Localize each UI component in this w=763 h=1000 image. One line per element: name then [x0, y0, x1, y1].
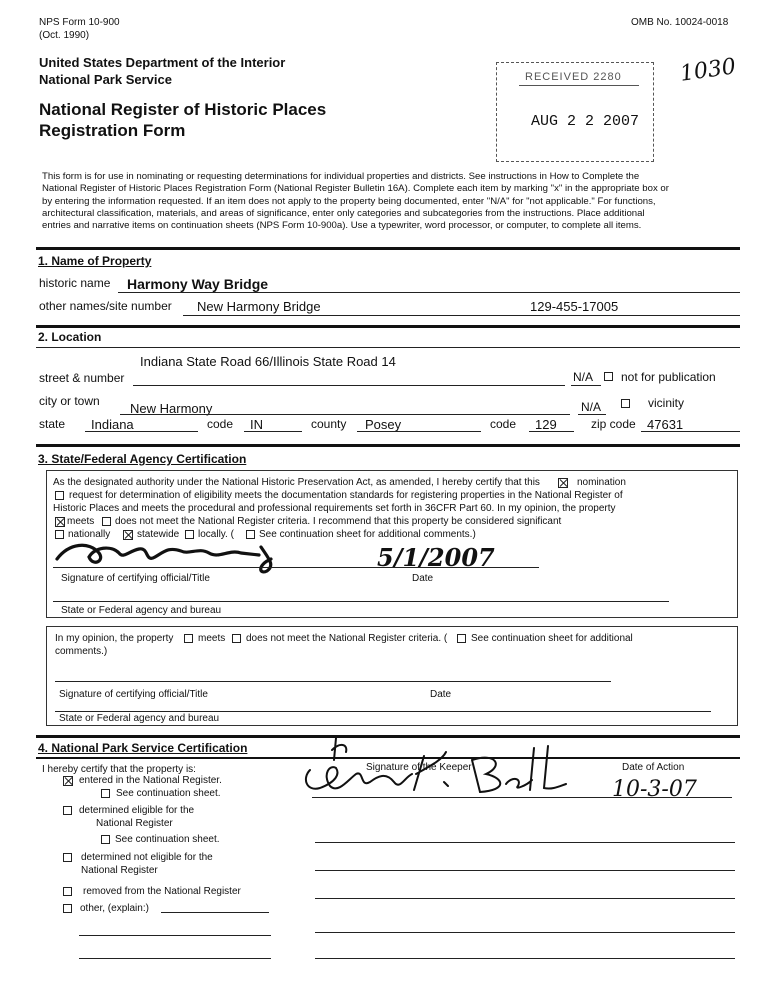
does-not-meet-checkbox[interactable]: [102, 517, 111, 526]
certify-intro: I hereby certify that the property is:: [42, 764, 196, 775]
county-code-label: code: [490, 417, 517, 431]
see-continuation-checkbox-1[interactable]: [101, 789, 110, 798]
date-of-action-label: Date of Action: [622, 762, 685, 773]
stamp-date: AUG 2 2 2007: [531, 113, 640, 130]
zip-value[interactable]: 47631: [647, 417, 684, 432]
not-for-publication-label: not for publication: [621, 370, 716, 384]
state-code-value[interactable]: IN: [250, 417, 263, 432]
statewide-label: statewide: [137, 529, 180, 540]
other-names-value[interactable]: New Harmony Bridge: [197, 299, 321, 314]
date-label: Date: [412, 573, 434, 584]
cert-line3: Historic Places and meets the procedural and professional requirements set forth in 36CFR Part 60. In my opinion, the property: [53, 503, 616, 514]
removed-label: removed from the National Register: [83, 886, 241, 897]
opinion-not-meet-label: does not meet the National Register criteria. (: [246, 633, 448, 644]
opinion-box: [46, 626, 738, 726]
state-certification-box: [46, 470, 738, 618]
opinion-bureau-label: State or Federal agency and bureau: [59, 713, 220, 724]
instructions-line: architectural classification, materials, and areas of significance, enter only categories and subcategories from the instructions. Place additional: [42, 207, 645, 219]
county-code-value[interactable]: 129: [535, 417, 557, 432]
section4-heading: 4. National Park Service Certification: [38, 741, 248, 755]
historic-name-value[interactable]: Harmony Way Bridge: [127, 276, 269, 292]
cert-line2: request for determination of eligibility meets the documentation standards for registering properties in the National Register of: [69, 490, 623, 501]
other-names-label: other names/site number: [39, 299, 172, 313]
determined-not-eligible-checkbox[interactable]: [63, 853, 72, 862]
opinion-line2: comments.): [55, 646, 108, 657]
section1-heading: 1. Name of Property: [38, 254, 152, 268]
county-value[interactable]: Posey: [365, 417, 402, 432]
other-label: other, (explain:): [80, 903, 149, 914]
meets-label: meets: [67, 516, 95, 527]
state-label: state: [39, 417, 66, 431]
historic-name-label: historic name: [39, 276, 111, 290]
stamp-received-text: RECEIVED 2280: [525, 71, 622, 83]
instructions-line: by entering the information requested. If an item does not apply to the property being documented, enter "N/A" for "not applicable." For functions,: [42, 195, 656, 207]
instructions: [42, 171, 669, 232]
opinion-signature-label: Signature of certifying official/Title: [59, 689, 208, 700]
see-continuation-label-1: See continuation sheet.: [116, 788, 221, 799]
street-na[interactable]: N/A: [573, 370, 594, 384]
opinion-see-continuation-checkbox[interactable]: [457, 634, 466, 643]
street-label: street & number: [39, 371, 125, 385]
opinion-date-label: Date: [430, 689, 452, 700]
instructions-line: National Register of Historic Places Registration Form (National Register Bulletin 16A). Complete each item by marking "x" in the appropriate box or: [42, 183, 669, 195]
determined-not-eligible-label-2: National Register: [81, 865, 158, 876]
zip-label: zip code: [591, 417, 636, 431]
state-value[interactable]: Indiana: [91, 417, 134, 432]
nationally-label: nationally: [68, 529, 111, 540]
city-value[interactable]: New Harmony: [130, 401, 213, 416]
bureau-label: State or Federal agency and bureau: [61, 605, 222, 616]
city-label: city or town: [39, 394, 100, 408]
handwritten-number: 1030: [678, 54, 738, 87]
see-continuation-label-2: See continuation sheet.: [115, 834, 220, 845]
entered-label: entered in the National Register.: [79, 775, 222, 786]
received-stamp: [496, 62, 654, 162]
form-title-line1: National Register of Historic Places: [39, 100, 327, 119]
see-continuation-checkbox-2[interactable]: [101, 835, 110, 844]
does-not-meet-label: does not meet the National Register criteria. I recommend that this property be considered significant: [115, 516, 562, 527]
city-na[interactable]: N/A: [581, 400, 602, 414]
state-code-label: code: [207, 417, 234, 431]
street-value[interactable]: Indiana State Road 66/Illinois State Road 14: [140, 354, 396, 369]
section3-heading: 3. State/Federal Agency Certification: [38, 452, 247, 466]
date-of-action-value: 10-3-07: [612, 777, 697, 802]
determined-not-eligible-label: determined not eligible for the: [81, 852, 213, 863]
nomination-label: nomination: [577, 477, 626, 488]
locally-label: locally. (: [198, 529, 234, 540]
form-date: (Oct. 1990): [39, 30, 90, 41]
form-title-line2: Registration Form: [39, 121, 186, 140]
not-for-publication-checkbox[interactable]: [604, 372, 613, 381]
form-number: NPS Form 10-900: [39, 17, 120, 28]
omb-number: OMB No. 10024-0018: [631, 17, 729, 28]
county-label: county: [311, 417, 347, 431]
certifying-date-handwritten: 5/1/2007: [377, 543, 495, 572]
section2-heading: 2. Location: [38, 330, 102, 344]
entered-checkbox[interactable]: [63, 776, 73, 786]
vicinity-checkbox[interactable]: [621, 399, 630, 408]
meets-checkbox[interactable]: [55, 517, 65, 527]
determined-eligible-checkbox[interactable]: [63, 806, 72, 815]
opinion-line1: In my opinion, the property: [55, 633, 174, 644]
cert-line1: As the designated authority under the National Historic Preservation Act, as amended, I hereby certify that this: [53, 477, 540, 488]
determined-eligible-label: determined eligible for the: [79, 805, 195, 816]
see-continuation-label: See continuation sheet for additional comments.): [259, 529, 476, 540]
department-name: United States Department of the Interior: [39, 55, 286, 70]
other-checkbox[interactable]: [63, 904, 72, 913]
opinion-meets-label: meets: [198, 633, 226, 644]
opinion-see-continuation-label: See continuation sheet for additional: [471, 633, 633, 644]
vicinity-label: vicinity: [648, 396, 685, 410]
signature-label: Signature of certifying official/Title: [61, 573, 210, 584]
certifying-signature: [49, 529, 309, 575]
keeper-signature-label: Signature of the Keeper: [366, 762, 472, 773]
determined-eligible-label-2: National Register: [96, 818, 173, 829]
service-name: National Park Service: [39, 72, 172, 87]
opinion-meets-checkbox[interactable]: [184, 634, 193, 643]
site-number-value[interactable]: 129-455-17005: [530, 299, 619, 314]
instructions-line: This form is for use in nominating or requesting determinations for individual properties and districts. See instructions in How to Complete the: [42, 171, 640, 182]
instructions-line: entries and narrative items on continuation sheets (NPS Form 10-900a). Use a typewriter, word processor, or computer, to complete all items.: [42, 220, 642, 232]
nomination-checkbox[interactable]: [558, 478, 568, 488]
request-determination-checkbox[interactable]: [55, 491, 64, 500]
opinion-not-meet-checkbox[interactable]: [232, 634, 241, 643]
keeper-signature: [296, 730, 586, 806]
removed-checkbox[interactable]: [63, 887, 72, 896]
